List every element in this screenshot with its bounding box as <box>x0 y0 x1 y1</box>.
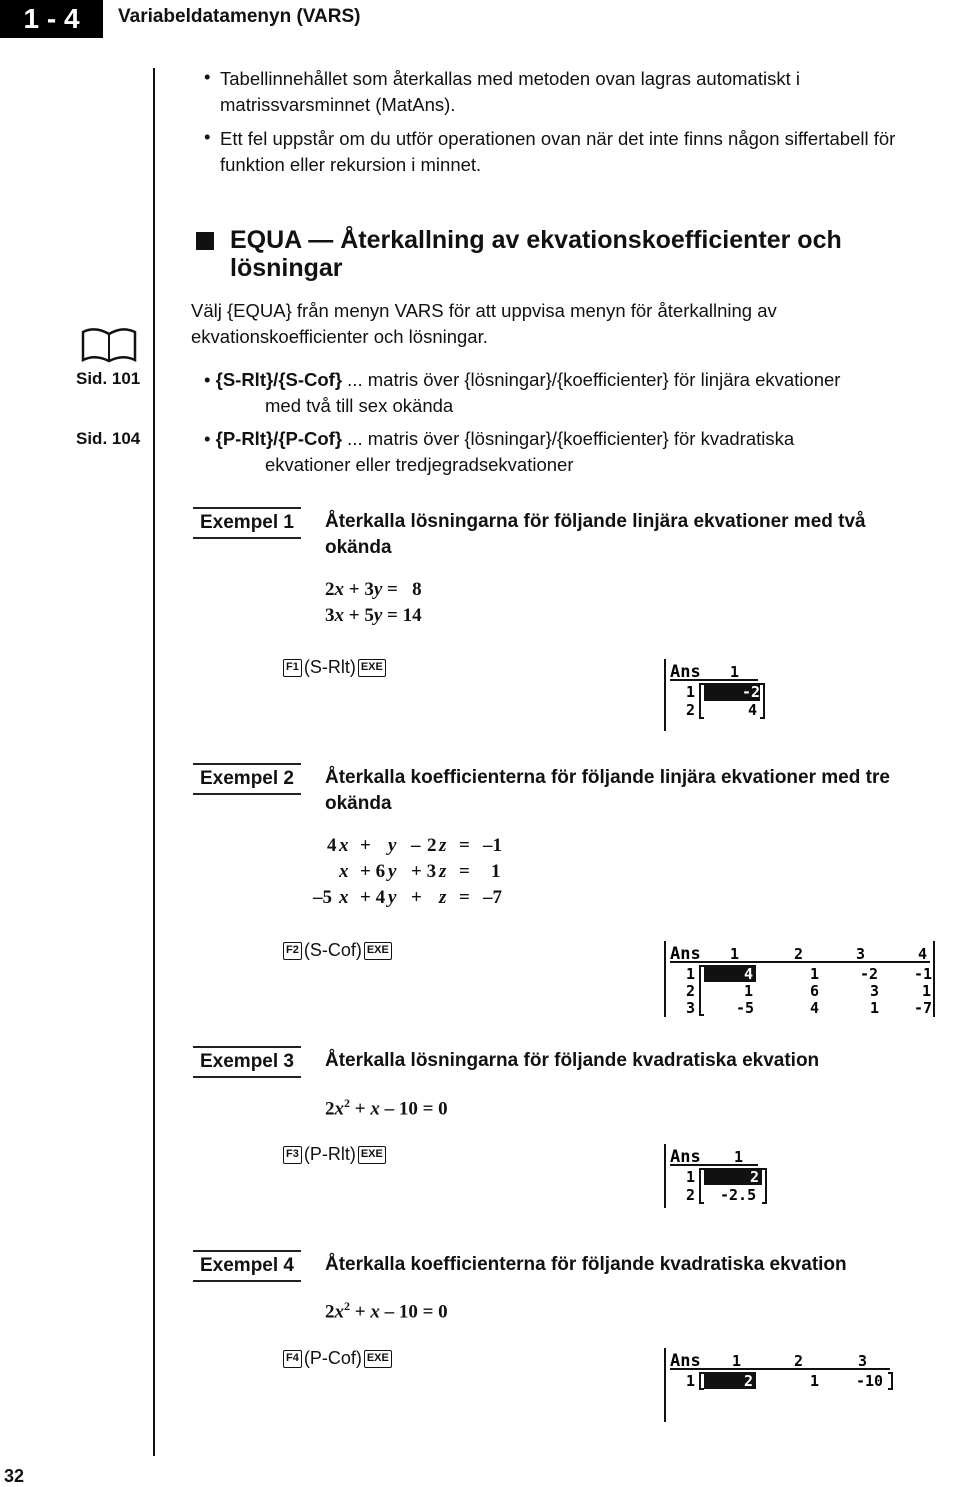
example-title-4: Återkalla koefficienterna för följande kvadratiska ekvation <box>325 1254 847 1275</box>
screen-cell: 1 <box>744 982 754 1000</box>
screen-header-ans: Ans <box>670 1147 701 1167</box>
screen-row-2: 2 <box>686 982 696 1000</box>
screen-col-2: 2 <box>794 945 804 963</box>
book-icon <box>80 326 138 369</box>
screen-cell: 4 <box>744 965 754 983</box>
exe-key[interactable]: EXE <box>364 1350 392 1368</box>
screen-cell: -5 <box>736 999 755 1017</box>
key-sequence-1: F1 (S-Rlt) EXE <box>283 657 386 678</box>
example-title-2: Återkalla koefficienterna för följande linjära ekvationer med tre okända <box>325 767 890 814</box>
screen-row-1: 1 <box>686 1372 696 1390</box>
screen-row-1: 1 <box>686 1168 696 1186</box>
screen-col-1: 1 <box>730 663 740 681</box>
equation-line: 2x + 3y = 8 <box>325 579 422 600</box>
screen-col-1: 1 <box>734 1148 744 1166</box>
example-title-1: Återkalla lösningarna för följande linjära ekvationer med två okända <box>325 511 866 558</box>
page-ref-2: Sid. 104 <box>76 429 141 448</box>
screen-cell: 1 <box>870 999 880 1017</box>
equation-line: 3x + 5y = 14 <box>325 605 422 626</box>
example-label-1: Exempel 1 <box>193 507 301 539</box>
menu-item-s: • {S-Rlt}/{S-Cof} ... matris över {lösningar}/{koefficienter} för linjära ekvationer med två till sex okända <box>204 369 841 416</box>
screen-cell: -2 <box>742 683 761 701</box>
equation-line: $2x^2 + x - 10 = 0$ <box>325 1299 448 1323</box>
example-label-2: Exempel 2 <box>193 763 301 795</box>
screen-cell: 1 <box>922 982 932 1000</box>
screen-row-1: 1 <box>686 683 696 701</box>
screen-col-1: 1 <box>730 945 740 963</box>
screen-row-3: 3 <box>686 999 696 1017</box>
calc-screen-4 <box>664 1348 904 1424</box>
key-sequence-4: F4 (P-Cof) EXE <box>283 1348 392 1369</box>
screen-cell: 1 <box>810 1372 820 1390</box>
example-label-4: Exempel 4 <box>193 1250 301 1282</box>
bullet-dot: • <box>204 126 211 147</box>
screen-cell: -2 <box>860 965 879 983</box>
key-sequence-2: F2 (S-Cof) EXE <box>283 940 392 961</box>
screen-col-2: 2 <box>794 1352 804 1370</box>
screen-col-4: 4 <box>918 945 928 963</box>
calc-screen-2 <box>664 941 936 1017</box>
calc-screen-3 <box>664 1144 924 1216</box>
screen-cell: -7 <box>914 999 933 1017</box>
equation-line: $2x^2 + x - 10 = 0$ <box>325 1096 448 1120</box>
bullet-dot: • <box>204 66 211 87</box>
page-title: Variabeldatamenyn (VARS) <box>118 6 361 27</box>
screen-header-ans: Ans <box>670 1351 701 1371</box>
screen-header-ans: Ans <box>670 944 701 964</box>
screen-cell: 1 <box>810 965 820 983</box>
example-label-3: Exempel 3 <box>193 1046 301 1078</box>
example-title-3: Återkalla lösningarna för följande kvadratiska ekvation <box>325 1050 820 1071</box>
vertical-rule <box>153 68 155 1456</box>
key-sequence-3: F3 (P-Rlt) EXE <box>283 1144 386 1165</box>
screen-cell: 4 <box>810 999 820 1017</box>
screen-row-2: 2 <box>686 1186 696 1204</box>
screen-row-2: 2 <box>686 701 696 719</box>
exe-key[interactable]: EXE <box>358 1146 386 1164</box>
screen-col-1: 1 <box>732 1352 742 1370</box>
page-number: 32 <box>4 1466 25 1486</box>
screen-col-3: 3 <box>856 945 866 963</box>
exe-key[interactable]: EXE <box>364 942 392 960</box>
screen-cell: -2.5 <box>720 1186 757 1204</box>
screen-cell: 6 <box>810 982 820 1000</box>
calc-screen-1 <box>664 659 924 731</box>
f2-key[interactable]: F2 <box>283 942 302 960</box>
menu-item-p: • {P-Rlt}/{P-Cof} ... matris över {lösningar}/{koefficienter} för kvadratiska ekvationer eller tredjegradsekvationer <box>204 428 795 475</box>
screen-header-ans: Ans <box>670 662 701 682</box>
screen-col-3: 3 <box>858 1352 868 1370</box>
exe-key[interactable]: EXE <box>358 659 386 677</box>
screen-row-1: 1 <box>686 965 696 983</box>
f4-key[interactable]: F4 <box>283 1350 302 1368</box>
section-title: EQUA — Återkallning av ekvationskoefficienter och lösningar <box>230 226 842 282</box>
screen-cell: -10 <box>856 1372 884 1390</box>
bullet-text-2: Ett fel uppstår om du utför operationen ovan när det inte finns någon siffertabell för funktion eller rekursion i minnet. <box>220 128 896 175</box>
section-intro: Välj {EQUA} från menyn VARS för att uppvisa menyn för återkallning av ekvationskoefficienter och lösningar. <box>191 300 777 347</box>
f3-key[interactable]: F3 <box>283 1146 302 1164</box>
equation-system-2: 4 x + y – 2 z = –1 x + 6 y + 3 z = 1 –5 x + 4 y + z = –7 <box>313 835 502 908</box>
screen-cell: 4 <box>748 701 758 719</box>
f1-key[interactable]: F1 <box>283 659 302 677</box>
section-marker-icon <box>196 232 214 250</box>
screen-cell: 3 <box>870 982 880 1000</box>
screen-cell: 2 <box>750 1168 760 1186</box>
bullet-text-1: Tabellinnehållet som återkallas med metoden ovan lagras automatiskt i matrissvarsminnet (MatAns). <box>220 68 800 115</box>
screen-cell: -1 <box>914 965 933 983</box>
chapter-badge: 1 - 4 <box>0 0 103 38</box>
screen-cell: 2 <box>744 1372 754 1390</box>
page-ref-1: Sid. 101 <box>76 369 141 388</box>
